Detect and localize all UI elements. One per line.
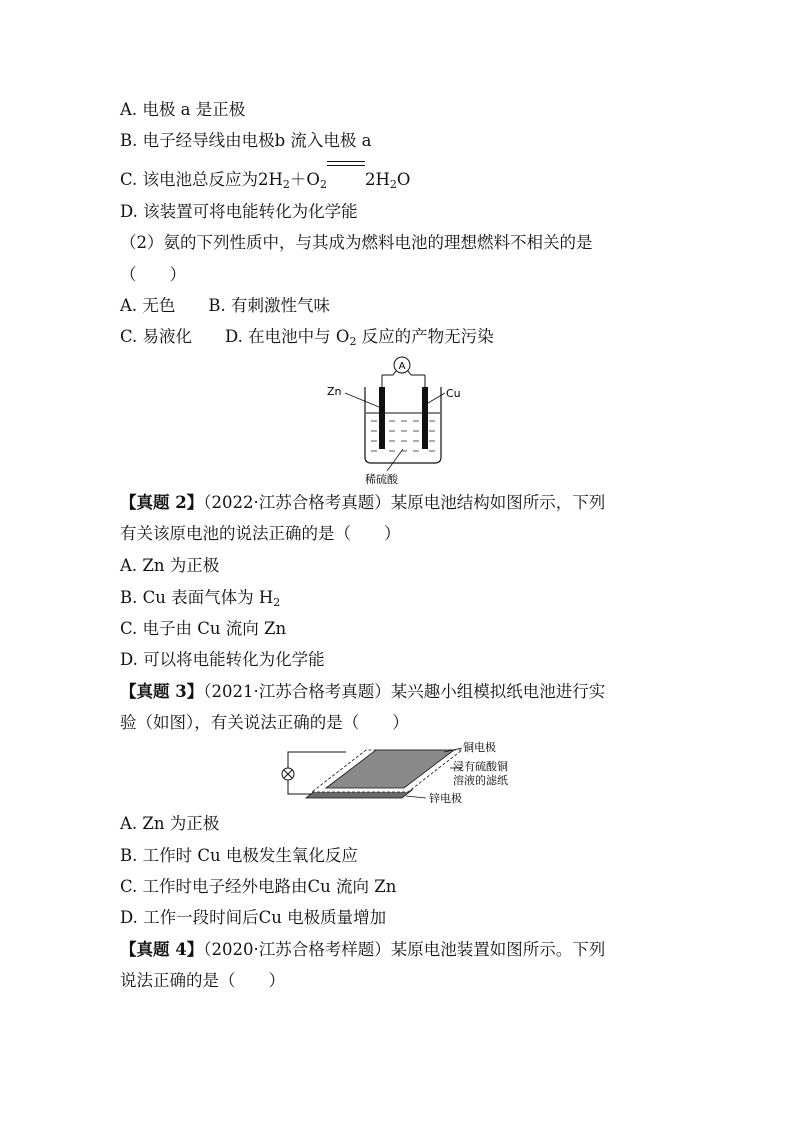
equals-sign <box>327 171 365 185</box>
acid-label: 稀硫酸 <box>365 473 398 486</box>
zt3-option-c: C. 工作时电子经外电路由Cu 流向 Zn <box>120 877 397 896</box>
q2-stem: （2）氨的下列性质中，与其成为燃料电池的理想燃料不相关的是 <box>120 233 593 252</box>
zt2-option-a: A. Zn 为正极 <box>120 556 220 575</box>
zt2-stem-line2: 有关该原电池的说法正确的是（ ） <box>120 524 401 543</box>
subscript: 2 <box>273 596 281 609</box>
zt3-option-b: B. 工作时 Cu 电极发生氧化反应 <box>120 846 358 865</box>
subscript: 2 <box>349 335 357 348</box>
zt2-option-b <box>120 587 280 609</box>
q1-option-c-text2: ＋O <box>289 170 320 189</box>
paper-label-1: 浸有硫酸铜 <box>453 760 508 773</box>
q1-option-a: A. 电极 a 是正极 <box>120 100 246 119</box>
q1-option-c-text: C. 该电池总反应为2H <box>120 170 283 189</box>
q1-option-c-text4: O <box>396 170 411 189</box>
zt4-stem-line2: 说法正确的是（ ） <box>120 971 285 990</box>
question-source: （2020·江苏合格考样题）某原电池装置如图所示。下列 <box>203 940 606 959</box>
zt4-heading <box>120 939 605 961</box>
q1-option-c <box>120 169 410 191</box>
q1-option-b: B. 电子经导线由电极b 流入电极 a <box>120 131 372 150</box>
question-source: （2021·江苏合格考真题）某兴趣小组模拟纸电池进行实 <box>203 682 606 701</box>
subscript: 2 <box>389 178 397 191</box>
zt3-stem-line2: 验（如图），有关说法正确的是（ ） <box>120 713 409 732</box>
beaker-outline <box>365 387 441 463</box>
copper-label: 铜电极 <box>463 741 496 754</box>
zn-label: Zn <box>327 385 342 398</box>
subscript: 2 <box>319 178 327 191</box>
zt3-option-a: A. Zn 为正极 <box>120 814 220 833</box>
ammeter-label: A <box>398 361 406 372</box>
zt2-option-d: D. 可以将电能转化为化学能 <box>120 650 325 669</box>
question-tag: 【真题 4】 <box>120 940 204 959</box>
q2-options-cd-tail: 反应的产物无污染 <box>356 327 494 346</box>
q1-option-d: D. 该装置可将电能转化为化学能 <box>120 202 358 221</box>
subscript: 2 <box>282 178 290 191</box>
q2-paren: （ ） <box>120 265 186 284</box>
zt2-option-c: C. 电子由 Cu 流向 Zn <box>120 619 287 638</box>
zt2-option-b-text: B. Cu 表面气体为 H <box>120 588 274 607</box>
zinc-label: 锌电极 <box>429 792 462 805</box>
q1-option-c-text3: 2H <box>364 170 390 189</box>
q2-options-cd <box>120 326 494 348</box>
paper-battery-figure <box>276 738 526 808</box>
zt2-heading <box>120 492 605 514</box>
question-source: （2022·江苏合格考真题）某原电池结构如图所示，下列 <box>203 493 606 512</box>
question-tag: 【真题 3】 <box>120 682 204 701</box>
paper-label-2: 溶液的滤纸 <box>453 774 508 787</box>
cu-label: Cu <box>446 387 461 400</box>
zt3-option-d: D. 工作一段时间后Cu 电极质量增加 <box>120 908 387 927</box>
q2-options-ab: A. 无色 B. 有刺激性气味 <box>120 296 331 315</box>
question-tag: 【真题 2】 <box>120 493 204 512</box>
zn-electrode <box>379 387 385 449</box>
zt3-heading <box>120 681 605 703</box>
q2-options-cd-text: C. 易液化 D. 在电池中与 O <box>120 327 350 346</box>
galvanic-cell-figure <box>325 353 470 488</box>
cu-electrode <box>422 387 428 449</box>
